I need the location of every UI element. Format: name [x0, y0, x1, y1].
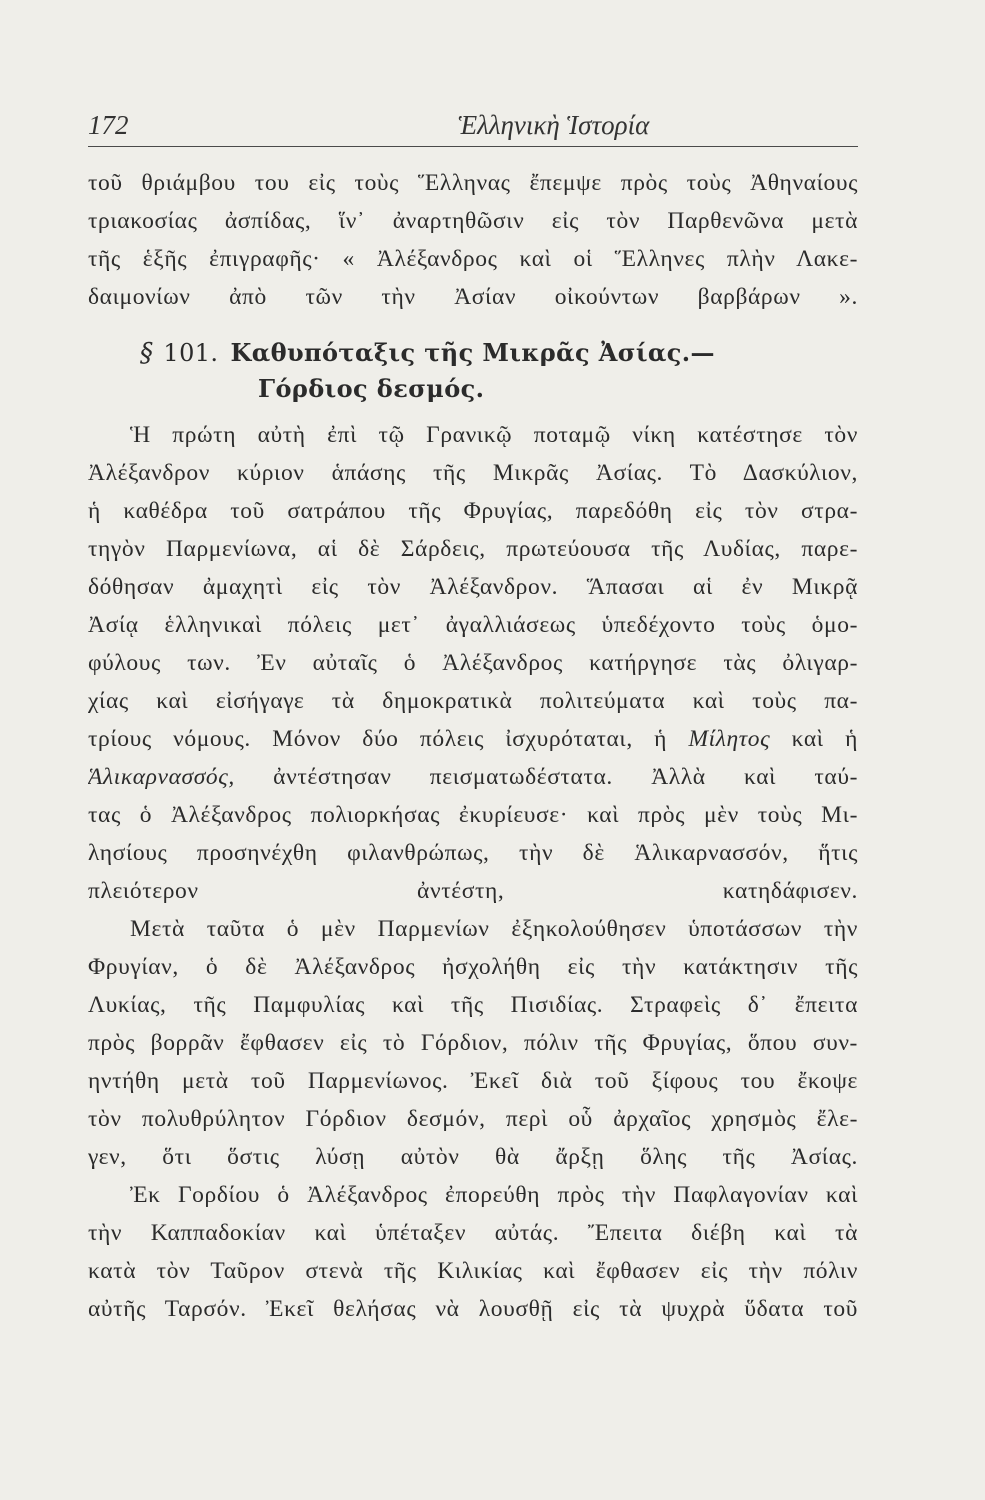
text-line: Ἡ πρώτη αὐτὴ ἐπὶ τῷ Γρανικῷ ποταμῷ νίκη κατέστησε τὸν — [130, 422, 858, 448]
text-line: τὸν πολυθρύλητον Γόρδιον δεσμόν, περὶ οὗ ἀρχαῖος χρησμὸς ἔλε- — [88, 1106, 858, 1132]
text-line: δόθησαν ἀμαχητὶ εἰς τὸν Ἀλέξανδρον. Ἅπασαι αἱ ἐν Μικρᾷ — [88, 574, 858, 600]
paragraph-3 — [88, 1180, 858, 1332]
section-title-text: Καθυπόταξις τῆς Μικρᾶς Ἀσίας.— — [230, 338, 715, 367]
place-name-halicarnassus: Ἁλικαρνασσός, — [88, 764, 235, 790]
section-number: 101. — [163, 339, 219, 367]
text-line: Ἐκ Γορδίου ὁ Ἀλέξανδρος ἐπορεύθη πρὸς τὴν Παφλαγονίαν καὶ — [130, 1182, 858, 1208]
text-line: γεν, ὅτι ὅστις λύσῃ αὐτὸν θὰ ἄρξῃ ὅλης τῆς Ἀσίας. — [88, 1144, 858, 1170]
text-line: Ἀσίᾳ ἑλληνικαὶ πόλεις μετ᾽ ἀγαλλιάσεως ὑπεδέχοντο τοὺς ὁμο- — [88, 612, 858, 638]
text-line — [88, 762, 858, 800]
place-name-miletus: Μίλητος — [688, 726, 771, 752]
text-line: τριακοσίας ἀσπίδας, ἵν᾽ ἀναρτηθῶσιν εἰς τὸν Παρθενῶνα μετὰ — [88, 208, 858, 234]
paragraph-1 — [88, 420, 858, 914]
text-segment: καὶ ἡ — [770, 726, 858, 752]
text-segment: ἀντέστησαν πεισματωδέστατα. Ἀλλὰ καὶ ταύ- — [234, 764, 858, 790]
text-line: τὴν Καππαδοκίαν καὶ ὑπέταξεν αὐτάς. Ἔπειτα διέβη καὶ τὰ — [88, 1220, 858, 1246]
text-line: Μετὰ ταῦτα ὁ μὲν Παρμενίων ἐξηκολούθησεν ὑποτάσσων τὴν — [130, 916, 858, 942]
text-line — [88, 724, 858, 762]
opening-paragraph — [88, 168, 858, 320]
text-line: Λυκίας, τῆς Παμφυλίας καὶ τῆς Πισιδίας. Στραφεὶς δ᾽ ἔπειτα — [88, 992, 858, 1018]
text-line: τῆς ἑξῆς ἐπιγραφῆς· « Ἀλέξανδρος καὶ οἱ Ἕλληνες πλὴν Λακε- — [88, 246, 858, 272]
page-body — [88, 168, 858, 1332]
text-line: πρὸς βορρᾶν ἔφθασεν εἰς τὸ Γόρδιον, πόλιν τῆς Φρυγίας, ὅπου συν- — [88, 1030, 858, 1056]
text-line: αὐτῆς Ταρσόν. Ἐκεῖ θελήσας νὰ λουσθῇ εἰς τὰ ψυχρὰ ὕδατα τοῦ — [88, 1296, 858, 1322]
text-line: πλειότερον ἀντέστη, κατηδάφισεν. — [88, 878, 858, 904]
text-line: ηντήθη μετὰ τοῦ Παρμενίωνος. Ἐκεῖ διὰ τοῦ ξίφους του ἔκοψε — [88, 1068, 858, 1094]
text-line: Φρυγίαν, ὁ δὲ Ἀλέξανδρος ἠσχολήθη εἰς τὴν κατάκτησιν τῆς — [88, 954, 858, 980]
text-line: τοῦ θριάμβου του εἰς τοὺς Ἕλληνας ἔπεμψε πρὸς τοὺς Ἀθηναίους — [88, 170, 858, 196]
text-line: λησίους προσηνέχθη φιλανθρώπως, τὴν δὲ Ἁλικαρνασσόν, ἥτις — [88, 840, 858, 866]
text-segment: τρίους νόμους. Μόνον δύο πόλεις ἰσχυρόταται, ἡ — [88, 726, 689, 752]
page-number: 172 — [88, 110, 129, 140]
text-line: κατὰ τὸν Ταῦρον στενὰ τῆς Κιλικίας καὶ ἔφθασεν εἰς τὴν πόλιν — [88, 1258, 858, 1284]
text-line: τηγὸν Παρμενίωνα, αἱ δὲ Σάρδεις, πρωτεύουσα τῆς Λυδίας, παρε- — [88, 536, 858, 562]
text-line: Ἀλέξανδρον κύριον ἁπάσης τῆς Μικρᾶς Ἀσίας. Τὸ Δασκύλιον, — [88, 460, 858, 486]
text-line: τας ὁ Ἀλέξανδρος πολιορκήσας ἐκυρίευσε· καὶ πρὸς μὲν τοὺς Μι- — [88, 802, 858, 828]
text-line: φύλους των. Ἐν αὐταῖς ὁ Ἀλέξανδρος κατήργησε τὰς ὀλιγαρ- — [88, 650, 858, 676]
page-header — [88, 100, 858, 147]
section-symbol: § — [140, 338, 154, 368]
text-line: ἡ καθέδρα τοῦ σατράπου τῆς Φρυγίας, παρεδόθη εἰς τὸν στρα- — [88, 498, 858, 524]
text-line: δαιμονίων ἀπὸ τῶν τὴν Ἀσίαν οἰκούντων βαρβάρων ». — [88, 284, 858, 310]
section-title-line-1 — [140, 338, 858, 374]
section-title-line-2: Γόρδιος δεσμός. — [258, 374, 485, 403]
text-line: χίας καὶ εἰσήγαγε τὰ δημοκρατικὰ πολιτεύματα καὶ τοὺς πα- — [88, 688, 858, 714]
paragraph-2 — [88, 914, 858, 1180]
running-title: Ἑλληνικὴ Ἱστορία — [458, 110, 650, 140]
section-heading — [88, 338, 858, 410]
